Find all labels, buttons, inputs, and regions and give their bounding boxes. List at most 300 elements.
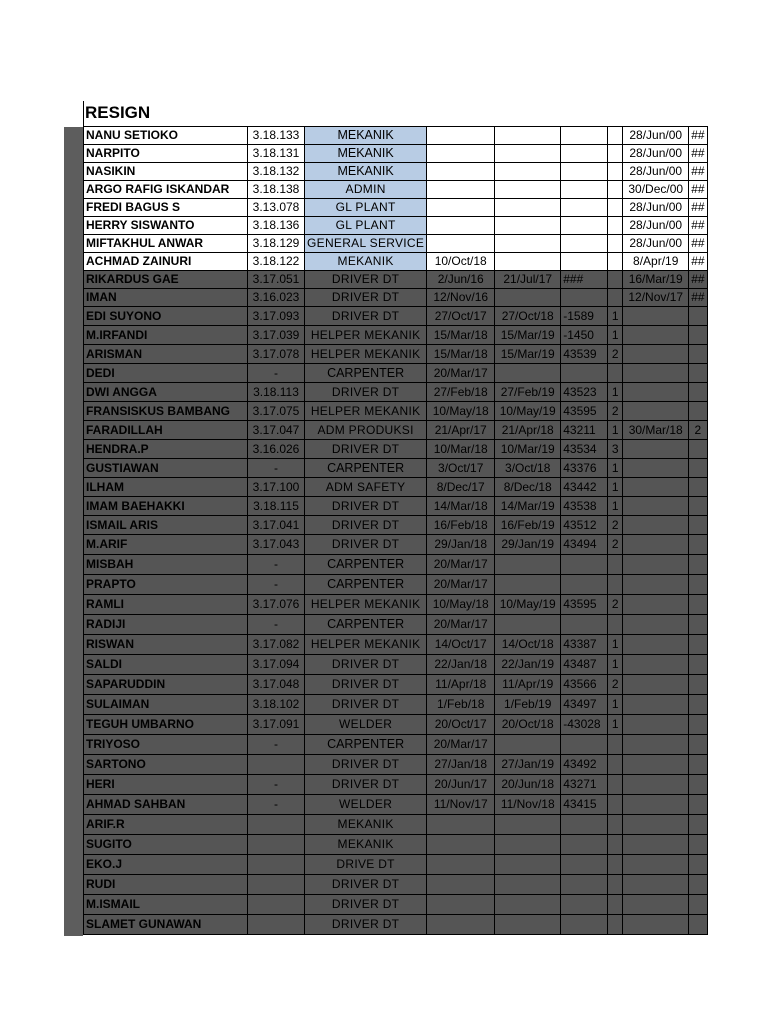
employee-id-cell[interactable]: 3.18.122 bbox=[248, 253, 305, 271]
employee-id-cell[interactable]: - bbox=[248, 575, 305, 595]
resign-date-cell[interactable]: 30/Mar/18 bbox=[623, 421, 689, 440]
position-cell[interactable]: WELDER bbox=[305, 715, 427, 735]
serial-value-cell[interactable] bbox=[561, 199, 608, 217]
employee-name-cell[interactable]: ISMAIL ARIS bbox=[84, 516, 248, 535]
position-cell[interactable]: DRIVER DT bbox=[305, 915, 427, 935]
start-date-cell[interactable]: 10/Oct/18 bbox=[427, 253, 495, 271]
employee-name-cell[interactable]: SALDI bbox=[84, 655, 248, 675]
resign-date-cell[interactable] bbox=[623, 615, 689, 635]
position-cell[interactable]: DRIVER DT bbox=[305, 695, 427, 715]
count-cell[interactable]: 1 bbox=[608, 715, 623, 735]
position-cell[interactable]: HELPER MEKANIK bbox=[305, 635, 427, 655]
employee-id-cell[interactable]: 3.17.100 bbox=[248, 478, 305, 497]
overflow-cell[interactable] bbox=[689, 345, 707, 364]
serial-value-cell[interactable] bbox=[561, 364, 608, 383]
employee-name-cell[interactable]: ACHMAD ZAINURI bbox=[84, 253, 248, 271]
serial-value-cell[interactable]: 43512 bbox=[561, 516, 608, 535]
count-cell[interactable]: 2 bbox=[608, 535, 623, 555]
overflow-cell[interactable]: ## bbox=[689, 127, 707, 145]
serial-value-cell[interactable] bbox=[561, 735, 608, 755]
position-cell[interactable]: HELPER MEKANIK bbox=[305, 326, 427, 345]
employee-id-cell[interactable] bbox=[248, 815, 305, 835]
employee-id-cell[interactable]: 3.17.091 bbox=[248, 715, 305, 735]
serial-value-cell[interactable] bbox=[561, 575, 608, 595]
overflow-cell[interactable]: ## bbox=[689, 235, 707, 253]
start-date-cell[interactable]: 1/Feb/18 bbox=[427, 695, 495, 715]
employee-name-cell[interactable]: IMAN bbox=[84, 289, 248, 307]
end-date-cell[interactable] bbox=[495, 815, 561, 835]
employee-name-cell[interactable]: M.ISMAIL bbox=[84, 895, 248, 915]
overflow-cell[interactable] bbox=[689, 383, 707, 402]
position-cell[interactable]: DRIVER DT bbox=[305, 440, 427, 459]
resign-date-cell[interactable] bbox=[623, 364, 689, 383]
employee-name-cell[interactable]: EDI SUYONO bbox=[84, 307, 248, 326]
employee-name-cell[interactable]: RADIJI bbox=[84, 615, 248, 635]
count-cell[interactable]: 1 bbox=[608, 459, 623, 478]
count-cell[interactable] bbox=[608, 163, 623, 181]
position-cell[interactable]: DRIVE DT bbox=[305, 855, 427, 875]
overflow-cell[interactable]: 2 bbox=[689, 421, 707, 440]
resign-date-cell[interactable]: 28/Jun/00 bbox=[623, 235, 689, 253]
employee-id-cell[interactable]: 3.16.026 bbox=[248, 440, 305, 459]
count-cell[interactable]: 2 bbox=[608, 675, 623, 695]
end-date-cell[interactable]: 10/Mar/19 bbox=[495, 440, 561, 459]
employee-name-cell[interactable]: FARADILLAH bbox=[84, 421, 248, 440]
count-cell[interactable]: 1 bbox=[608, 695, 623, 715]
count-cell[interactable]: 1 bbox=[608, 655, 623, 675]
start-date-cell[interactable]: 15/Mar/18 bbox=[427, 345, 495, 364]
overflow-cell[interactable] bbox=[689, 775, 707, 795]
resign-date-cell[interactable]: 28/Jun/00 bbox=[623, 217, 689, 235]
count-cell[interactable]: 2 bbox=[608, 595, 623, 615]
serial-value-cell[interactable]: -1589 bbox=[561, 307, 608, 326]
end-date-cell[interactable]: 21/Jul/17 bbox=[495, 271, 561, 289]
employee-id-cell[interactable]: - bbox=[248, 735, 305, 755]
resign-date-cell[interactable]: 12/Nov/17 bbox=[623, 289, 689, 307]
employee-id-cell[interactable]: 3.17.041 bbox=[248, 516, 305, 535]
start-date-cell[interactable]: 8/Dec/17 bbox=[427, 478, 495, 497]
serial-value-cell[interactable] bbox=[561, 835, 608, 855]
overflow-cell[interactable] bbox=[689, 307, 707, 326]
serial-value-cell[interactable]: 43487 bbox=[561, 655, 608, 675]
count-cell[interactable] bbox=[608, 795, 623, 815]
count-cell[interactable] bbox=[608, 895, 623, 915]
employee-name-cell[interactable]: RAMLI bbox=[84, 595, 248, 615]
overflow-cell[interactable]: ## bbox=[689, 145, 707, 163]
resign-date-cell[interactable] bbox=[623, 326, 689, 345]
employee-id-cell[interactable]: 3.18.115 bbox=[248, 497, 305, 516]
count-cell[interactable] bbox=[608, 735, 623, 755]
position-cell[interactable]: DRIVER DT bbox=[305, 271, 427, 289]
overflow-cell[interactable]: ## bbox=[689, 271, 707, 289]
count-cell[interactable]: 1 bbox=[608, 307, 623, 326]
position-cell[interactable]: CARPENTER bbox=[305, 555, 427, 575]
end-date-cell[interactable] bbox=[495, 735, 561, 755]
serial-value-cell[interactable] bbox=[561, 145, 608, 163]
position-cell[interactable]: ADMIN bbox=[305, 181, 427, 199]
employee-id-cell[interactable] bbox=[248, 915, 305, 935]
position-cell[interactable]: HELPER MEKANIK bbox=[305, 345, 427, 364]
employee-name-cell[interactable]: DEDI bbox=[84, 364, 248, 383]
end-date-cell[interactable] bbox=[495, 364, 561, 383]
employee-id-cell[interactable]: 3.13.078 bbox=[248, 199, 305, 217]
employee-name-cell[interactable]: SARTONO bbox=[84, 755, 248, 775]
end-date-cell[interactable] bbox=[495, 199, 561, 217]
employee-name-cell[interactable]: FREDI BAGUS S bbox=[84, 199, 248, 217]
count-cell[interactable] bbox=[608, 875, 623, 895]
count-cell[interactable] bbox=[608, 289, 623, 307]
serial-value-cell[interactable]: 43442 bbox=[561, 478, 608, 497]
overflow-cell[interactable] bbox=[689, 402, 707, 421]
count-cell[interactable]: 3 bbox=[608, 440, 623, 459]
start-date-cell[interactable] bbox=[427, 127, 495, 145]
resign-date-cell[interactable] bbox=[623, 555, 689, 575]
position-cell[interactable]: ADM SAFETY bbox=[305, 478, 427, 497]
position-cell[interactable]: HELPER MEKANIK bbox=[305, 402, 427, 421]
overflow-cell[interactable] bbox=[689, 555, 707, 575]
employee-name-cell[interactable]: NARPITO bbox=[84, 145, 248, 163]
resign-date-cell[interactable] bbox=[623, 735, 689, 755]
resign-date-cell[interactable] bbox=[623, 402, 689, 421]
serial-value-cell[interactable]: -1450 bbox=[561, 326, 608, 345]
end-date-cell[interactable]: 27/Jan/19 bbox=[495, 755, 561, 775]
end-date-cell[interactable]: 27/Oct/18 bbox=[495, 307, 561, 326]
employee-name-cell[interactable]: MIFTAKHUL ANWAR bbox=[84, 235, 248, 253]
employee-id-cell[interactable] bbox=[248, 855, 305, 875]
employee-id-cell[interactable] bbox=[248, 895, 305, 915]
serial-value-cell[interactable] bbox=[561, 875, 608, 895]
start-date-cell[interactable] bbox=[427, 163, 495, 181]
serial-value-cell[interactable] bbox=[561, 217, 608, 235]
resign-date-cell[interactable] bbox=[623, 478, 689, 497]
employee-name-cell[interactable]: HENDRA.P bbox=[84, 440, 248, 459]
count-cell[interactable]: 1 bbox=[608, 497, 623, 516]
overflow-cell[interactable] bbox=[689, 735, 707, 755]
position-cell[interactable]: DRIVER DT bbox=[305, 755, 427, 775]
start-date-cell[interactable]: 20/Jun/17 bbox=[427, 775, 495, 795]
position-cell[interactable]: CARPENTER bbox=[305, 459, 427, 478]
position-cell[interactable]: GL PLANT bbox=[305, 217, 427, 235]
serial-value-cell[interactable]: 43494 bbox=[561, 535, 608, 555]
serial-value-cell[interactable] bbox=[561, 915, 608, 935]
end-date-cell[interactable] bbox=[495, 855, 561, 875]
employee-name-cell[interactable]: SULAIMAN bbox=[84, 695, 248, 715]
overflow-cell[interactable] bbox=[689, 459, 707, 478]
start-date-cell[interactable]: 11/Apr/18 bbox=[427, 675, 495, 695]
resign-date-cell[interactable]: 28/Jun/00 bbox=[623, 199, 689, 217]
employee-name-cell[interactable]: PRAPTO bbox=[84, 575, 248, 595]
employee-name-cell[interactable]: HERI bbox=[84, 775, 248, 795]
serial-value-cell[interactable]: 43539 bbox=[561, 345, 608, 364]
start-date-cell[interactable]: 16/Feb/18 bbox=[427, 516, 495, 535]
employee-name-cell[interactable]: GUSTIAWAN bbox=[84, 459, 248, 478]
start-date-cell[interactable]: 12/Nov/16 bbox=[427, 289, 495, 307]
count-cell[interactable] bbox=[608, 127, 623, 145]
overflow-cell[interactable] bbox=[689, 695, 707, 715]
count-cell[interactable]: 1 bbox=[608, 421, 623, 440]
employee-id-cell[interactable]: 3.17.076 bbox=[248, 595, 305, 615]
resign-date-cell[interactable]: 16/Mar/19 bbox=[623, 271, 689, 289]
employee-id-cell[interactable]: 3.17.093 bbox=[248, 307, 305, 326]
serial-value-cell[interactable]: 43595 bbox=[561, 595, 608, 615]
position-cell[interactable]: GL PLANT bbox=[305, 199, 427, 217]
start-date-cell[interactable]: 2/Jun/16 bbox=[427, 271, 495, 289]
overflow-cell[interactable] bbox=[689, 915, 707, 935]
position-cell[interactable]: GENERAL SERVICE bbox=[305, 235, 427, 253]
start-date-cell[interactable]: 22/Jan/18 bbox=[427, 655, 495, 675]
end-date-cell[interactable]: 22/Jan/19 bbox=[495, 655, 561, 675]
serial-value-cell[interactable]: 43566 bbox=[561, 675, 608, 695]
serial-value-cell[interactable]: 43595 bbox=[561, 402, 608, 421]
count-cell[interactable] bbox=[608, 835, 623, 855]
serial-value-cell[interactable]: 43523 bbox=[561, 383, 608, 402]
end-date-cell[interactable] bbox=[495, 835, 561, 855]
resign-date-cell[interactable]: 28/Jun/00 bbox=[623, 163, 689, 181]
overflow-cell[interactable]: ## bbox=[689, 289, 707, 307]
serial-value-cell[interactable]: 43376 bbox=[561, 459, 608, 478]
employee-name-cell[interactable]: SAPARUDDIN bbox=[84, 675, 248, 695]
employee-name-cell[interactable]: NANU SETIOKO bbox=[84, 127, 248, 145]
position-cell[interactable]: HELPER MEKANIK bbox=[305, 595, 427, 615]
employee-id-cell[interactable]: 3.16.023 bbox=[248, 289, 305, 307]
position-cell[interactable]: ADM PRODUKSI bbox=[305, 421, 427, 440]
end-date-cell[interactable]: 14/Oct/18 bbox=[495, 635, 561, 655]
resign-date-cell[interactable]: 8/Apr/19 bbox=[623, 253, 689, 271]
end-date-cell[interactable] bbox=[495, 145, 561, 163]
resign-date-cell[interactable] bbox=[623, 855, 689, 875]
position-cell[interactable]: DRIVER DT bbox=[305, 497, 427, 516]
serial-value-cell[interactable] bbox=[561, 855, 608, 875]
employee-id-cell[interactable]: 3.17.075 bbox=[248, 402, 305, 421]
count-cell[interactable] bbox=[608, 271, 623, 289]
employee-id-cell[interactable]: 3.18.136 bbox=[248, 217, 305, 235]
serial-value-cell[interactable]: 43211 bbox=[561, 421, 608, 440]
position-cell[interactable]: CARPENTER bbox=[305, 735, 427, 755]
start-date-cell[interactable]: 27/Jan/18 bbox=[427, 755, 495, 775]
end-date-cell[interactable]: 15/Mar/19 bbox=[495, 345, 561, 364]
start-date-cell[interactable]: 21/Apr/17 bbox=[427, 421, 495, 440]
employee-name-cell[interactable]: RUDI bbox=[84, 875, 248, 895]
employee-id-cell[interactable]: 3.18.129 bbox=[248, 235, 305, 253]
employee-id-cell[interactable]: 3.18.113 bbox=[248, 383, 305, 402]
serial-value-cell[interactable] bbox=[561, 615, 608, 635]
end-date-cell[interactable] bbox=[495, 181, 561, 199]
end-date-cell[interactable]: 27/Feb/19 bbox=[495, 383, 561, 402]
employee-id-cell[interactable]: 3.17.039 bbox=[248, 326, 305, 345]
count-cell[interactable] bbox=[608, 364, 623, 383]
overflow-cell[interactable]: ## bbox=[689, 181, 707, 199]
employee-id-cell[interactable]: - bbox=[248, 795, 305, 815]
count-cell[interactable] bbox=[608, 145, 623, 163]
resign-date-cell[interactable] bbox=[623, 755, 689, 775]
count-cell[interactable] bbox=[608, 855, 623, 875]
overflow-cell[interactable] bbox=[689, 875, 707, 895]
start-date-cell[interactable]: 10/Mar/18 bbox=[427, 440, 495, 459]
position-cell[interactable]: DRIVER DT bbox=[305, 895, 427, 915]
serial-value-cell[interactable]: -43028 bbox=[561, 715, 608, 735]
start-date-cell[interactable] bbox=[427, 835, 495, 855]
overflow-cell[interactable] bbox=[689, 755, 707, 775]
position-cell[interactable]: CARPENTER bbox=[305, 615, 427, 635]
serial-value-cell[interactable]: 43492 bbox=[561, 755, 608, 775]
end-date-cell[interactable]: 11/Apr/19 bbox=[495, 675, 561, 695]
employee-id-cell[interactable]: 3.17.051 bbox=[248, 271, 305, 289]
position-cell[interactable]: DRIVER DT bbox=[305, 289, 427, 307]
overflow-cell[interactable] bbox=[689, 516, 707, 535]
serial-value-cell[interactable] bbox=[561, 235, 608, 253]
employee-id-cell[interactable]: 3.17.082 bbox=[248, 635, 305, 655]
start-date-cell[interactable]: 20/Mar/17 bbox=[427, 364, 495, 383]
employee-name-cell[interactable]: IMAM BAEHAKKI bbox=[84, 497, 248, 516]
employee-name-cell[interactable]: TRIYOSO bbox=[84, 735, 248, 755]
start-date-cell[interactable] bbox=[427, 181, 495, 199]
employee-name-cell[interactable]: SUGITO bbox=[84, 835, 248, 855]
count-cell[interactable] bbox=[608, 253, 623, 271]
overflow-cell[interactable] bbox=[689, 675, 707, 695]
start-date-cell[interactable]: 27/Oct/17 bbox=[427, 307, 495, 326]
position-cell[interactable]: DRIVER DT bbox=[305, 655, 427, 675]
employee-id-cell[interactable]: 3.17.078 bbox=[248, 345, 305, 364]
end-date-cell[interactable]: 1/Feb/19 bbox=[495, 695, 561, 715]
serial-value-cell[interactable] bbox=[561, 289, 608, 307]
serial-value-cell[interactable] bbox=[561, 181, 608, 199]
overflow-cell[interactable]: ## bbox=[689, 163, 707, 181]
overflow-cell[interactable] bbox=[689, 497, 707, 516]
position-cell[interactable]: MEKANIK bbox=[305, 815, 427, 835]
end-date-cell[interactable] bbox=[495, 253, 561, 271]
start-date-cell[interactable]: 10/May/18 bbox=[427, 402, 495, 421]
employee-name-cell[interactable]: M.ARIF bbox=[84, 535, 248, 555]
end-date-cell[interactable] bbox=[495, 235, 561, 253]
position-cell[interactable]: MEKANIK bbox=[305, 163, 427, 181]
start-date-cell[interactable]: 20/Mar/17 bbox=[427, 735, 495, 755]
end-date-cell[interactable]: 20/Jun/18 bbox=[495, 775, 561, 795]
employee-id-cell[interactable]: 3.17.043 bbox=[248, 535, 305, 555]
end-date-cell[interactable] bbox=[495, 555, 561, 575]
end-date-cell[interactable] bbox=[495, 127, 561, 145]
employee-name-cell[interactable]: EKO.J bbox=[84, 855, 248, 875]
start-date-cell[interactable]: 14/Oct/17 bbox=[427, 635, 495, 655]
resign-date-cell[interactable] bbox=[623, 795, 689, 815]
overflow-cell[interactable] bbox=[689, 855, 707, 875]
count-cell[interactable]: 1 bbox=[608, 635, 623, 655]
start-date-cell[interactable]: 20/Mar/17 bbox=[427, 555, 495, 575]
employee-id-cell[interactable] bbox=[248, 835, 305, 855]
employee-id-cell[interactable]: 3.17.047 bbox=[248, 421, 305, 440]
count-cell[interactable] bbox=[608, 775, 623, 795]
resign-date-cell[interactable] bbox=[623, 815, 689, 835]
overflow-cell[interactable] bbox=[689, 535, 707, 555]
employee-name-cell[interactable]: AHMAD SAHBAN bbox=[84, 795, 248, 815]
overflow-cell[interactable] bbox=[689, 478, 707, 497]
start-date-cell[interactable]: 15/Mar/18 bbox=[427, 326, 495, 345]
resign-date-cell[interactable] bbox=[623, 635, 689, 655]
employee-id-cell[interactable]: 3.17.048 bbox=[248, 675, 305, 695]
employee-name-cell[interactable]: ARIF.R bbox=[84, 815, 248, 835]
serial-value-cell[interactable] bbox=[561, 815, 608, 835]
overflow-cell[interactable] bbox=[689, 326, 707, 345]
start-date-cell[interactable]: 14/Mar/18 bbox=[427, 497, 495, 516]
start-date-cell[interactable]: 20/Mar/17 bbox=[427, 575, 495, 595]
position-cell[interactable]: MEKANIK bbox=[305, 145, 427, 163]
employee-name-cell[interactable]: ARGO RAFIG ISKANDAR bbox=[84, 181, 248, 199]
serial-value-cell[interactable]: 43387 bbox=[561, 635, 608, 655]
end-date-cell[interactable]: 3/Oct/18 bbox=[495, 459, 561, 478]
serial-value-cell[interactable]: 43415 bbox=[561, 795, 608, 815]
position-cell[interactable]: DRIVER DT bbox=[305, 516, 427, 535]
end-date-cell[interactable]: 14/Mar/19 bbox=[495, 497, 561, 516]
position-cell[interactable]: DRIVER DT bbox=[305, 535, 427, 555]
count-cell[interactable] bbox=[608, 235, 623, 253]
employee-name-cell[interactable]: FRANSISKUS BAMBANG bbox=[84, 402, 248, 421]
count-cell[interactable]: 1 bbox=[608, 478, 623, 497]
overflow-cell[interactable] bbox=[689, 575, 707, 595]
count-cell[interactable]: 2 bbox=[608, 516, 623, 535]
position-cell[interactable]: DRIVER DT bbox=[305, 675, 427, 695]
start-date-cell[interactable] bbox=[427, 915, 495, 935]
resign-date-cell[interactable] bbox=[623, 307, 689, 326]
employee-name-cell[interactable]: DWI ANGGA bbox=[84, 383, 248, 402]
employee-name-cell[interactable]: TEGUH UMBARNO bbox=[84, 715, 248, 735]
overflow-cell[interactable]: ## bbox=[689, 253, 707, 271]
count-cell[interactable] bbox=[608, 915, 623, 935]
end-date-cell[interactable]: 8/Dec/18 bbox=[495, 478, 561, 497]
start-date-cell[interactable]: 27/Feb/18 bbox=[427, 383, 495, 402]
resign-date-cell[interactable] bbox=[623, 775, 689, 795]
start-date-cell[interactable] bbox=[427, 145, 495, 163]
employee-id-cell[interactable]: - bbox=[248, 364, 305, 383]
resign-date-cell[interactable] bbox=[623, 655, 689, 675]
end-date-cell[interactable] bbox=[495, 163, 561, 181]
employee-id-cell[interactable]: - bbox=[248, 775, 305, 795]
resign-date-cell[interactable] bbox=[623, 440, 689, 459]
end-date-cell[interactable]: 21/Apr/18 bbox=[495, 421, 561, 440]
start-date-cell[interactable] bbox=[427, 217, 495, 235]
employee-id-cell[interactable]: 3.18.131 bbox=[248, 145, 305, 163]
start-date-cell[interactable]: 3/Oct/17 bbox=[427, 459, 495, 478]
overflow-cell[interactable] bbox=[689, 835, 707, 855]
overflow-cell[interactable] bbox=[689, 615, 707, 635]
resign-date-cell[interactable] bbox=[623, 835, 689, 855]
overflow-cell[interactable] bbox=[689, 795, 707, 815]
count-cell[interactable] bbox=[608, 555, 623, 575]
position-cell[interactable]: WELDER bbox=[305, 795, 427, 815]
employee-id-cell[interactable]: 3.18.133 bbox=[248, 127, 305, 145]
end-date-cell[interactable] bbox=[495, 289, 561, 307]
resign-date-cell[interactable] bbox=[623, 695, 689, 715]
serial-value-cell[interactable] bbox=[561, 555, 608, 575]
count-cell[interactable] bbox=[608, 755, 623, 775]
employee-name-cell[interactable]: ILHAM bbox=[84, 478, 248, 497]
end-date-cell[interactable]: 10/May/19 bbox=[495, 595, 561, 615]
count-cell[interactable] bbox=[608, 815, 623, 835]
start-date-cell[interactable] bbox=[427, 875, 495, 895]
count-cell[interactable]: 2 bbox=[608, 345, 623, 364]
start-date-cell[interactable] bbox=[427, 199, 495, 217]
count-cell[interactable] bbox=[608, 217, 623, 235]
employee-id-cell[interactable]: - bbox=[248, 459, 305, 478]
overflow-cell[interactable] bbox=[689, 595, 707, 615]
employee-name-cell[interactable]: ARISMAN bbox=[84, 345, 248, 364]
employee-name-cell[interactable]: HERRY SISWANTO bbox=[84, 217, 248, 235]
start-date-cell[interactable]: 29/Jan/18 bbox=[427, 535, 495, 555]
position-cell[interactable]: CARPENTER bbox=[305, 575, 427, 595]
resign-date-cell[interactable] bbox=[623, 915, 689, 935]
position-cell[interactable]: MEKANIK bbox=[305, 127, 427, 145]
employee-name-cell[interactable]: RISWAN bbox=[84, 635, 248, 655]
resign-date-cell[interactable] bbox=[623, 497, 689, 516]
position-cell[interactable]: DRIVER DT bbox=[305, 875, 427, 895]
